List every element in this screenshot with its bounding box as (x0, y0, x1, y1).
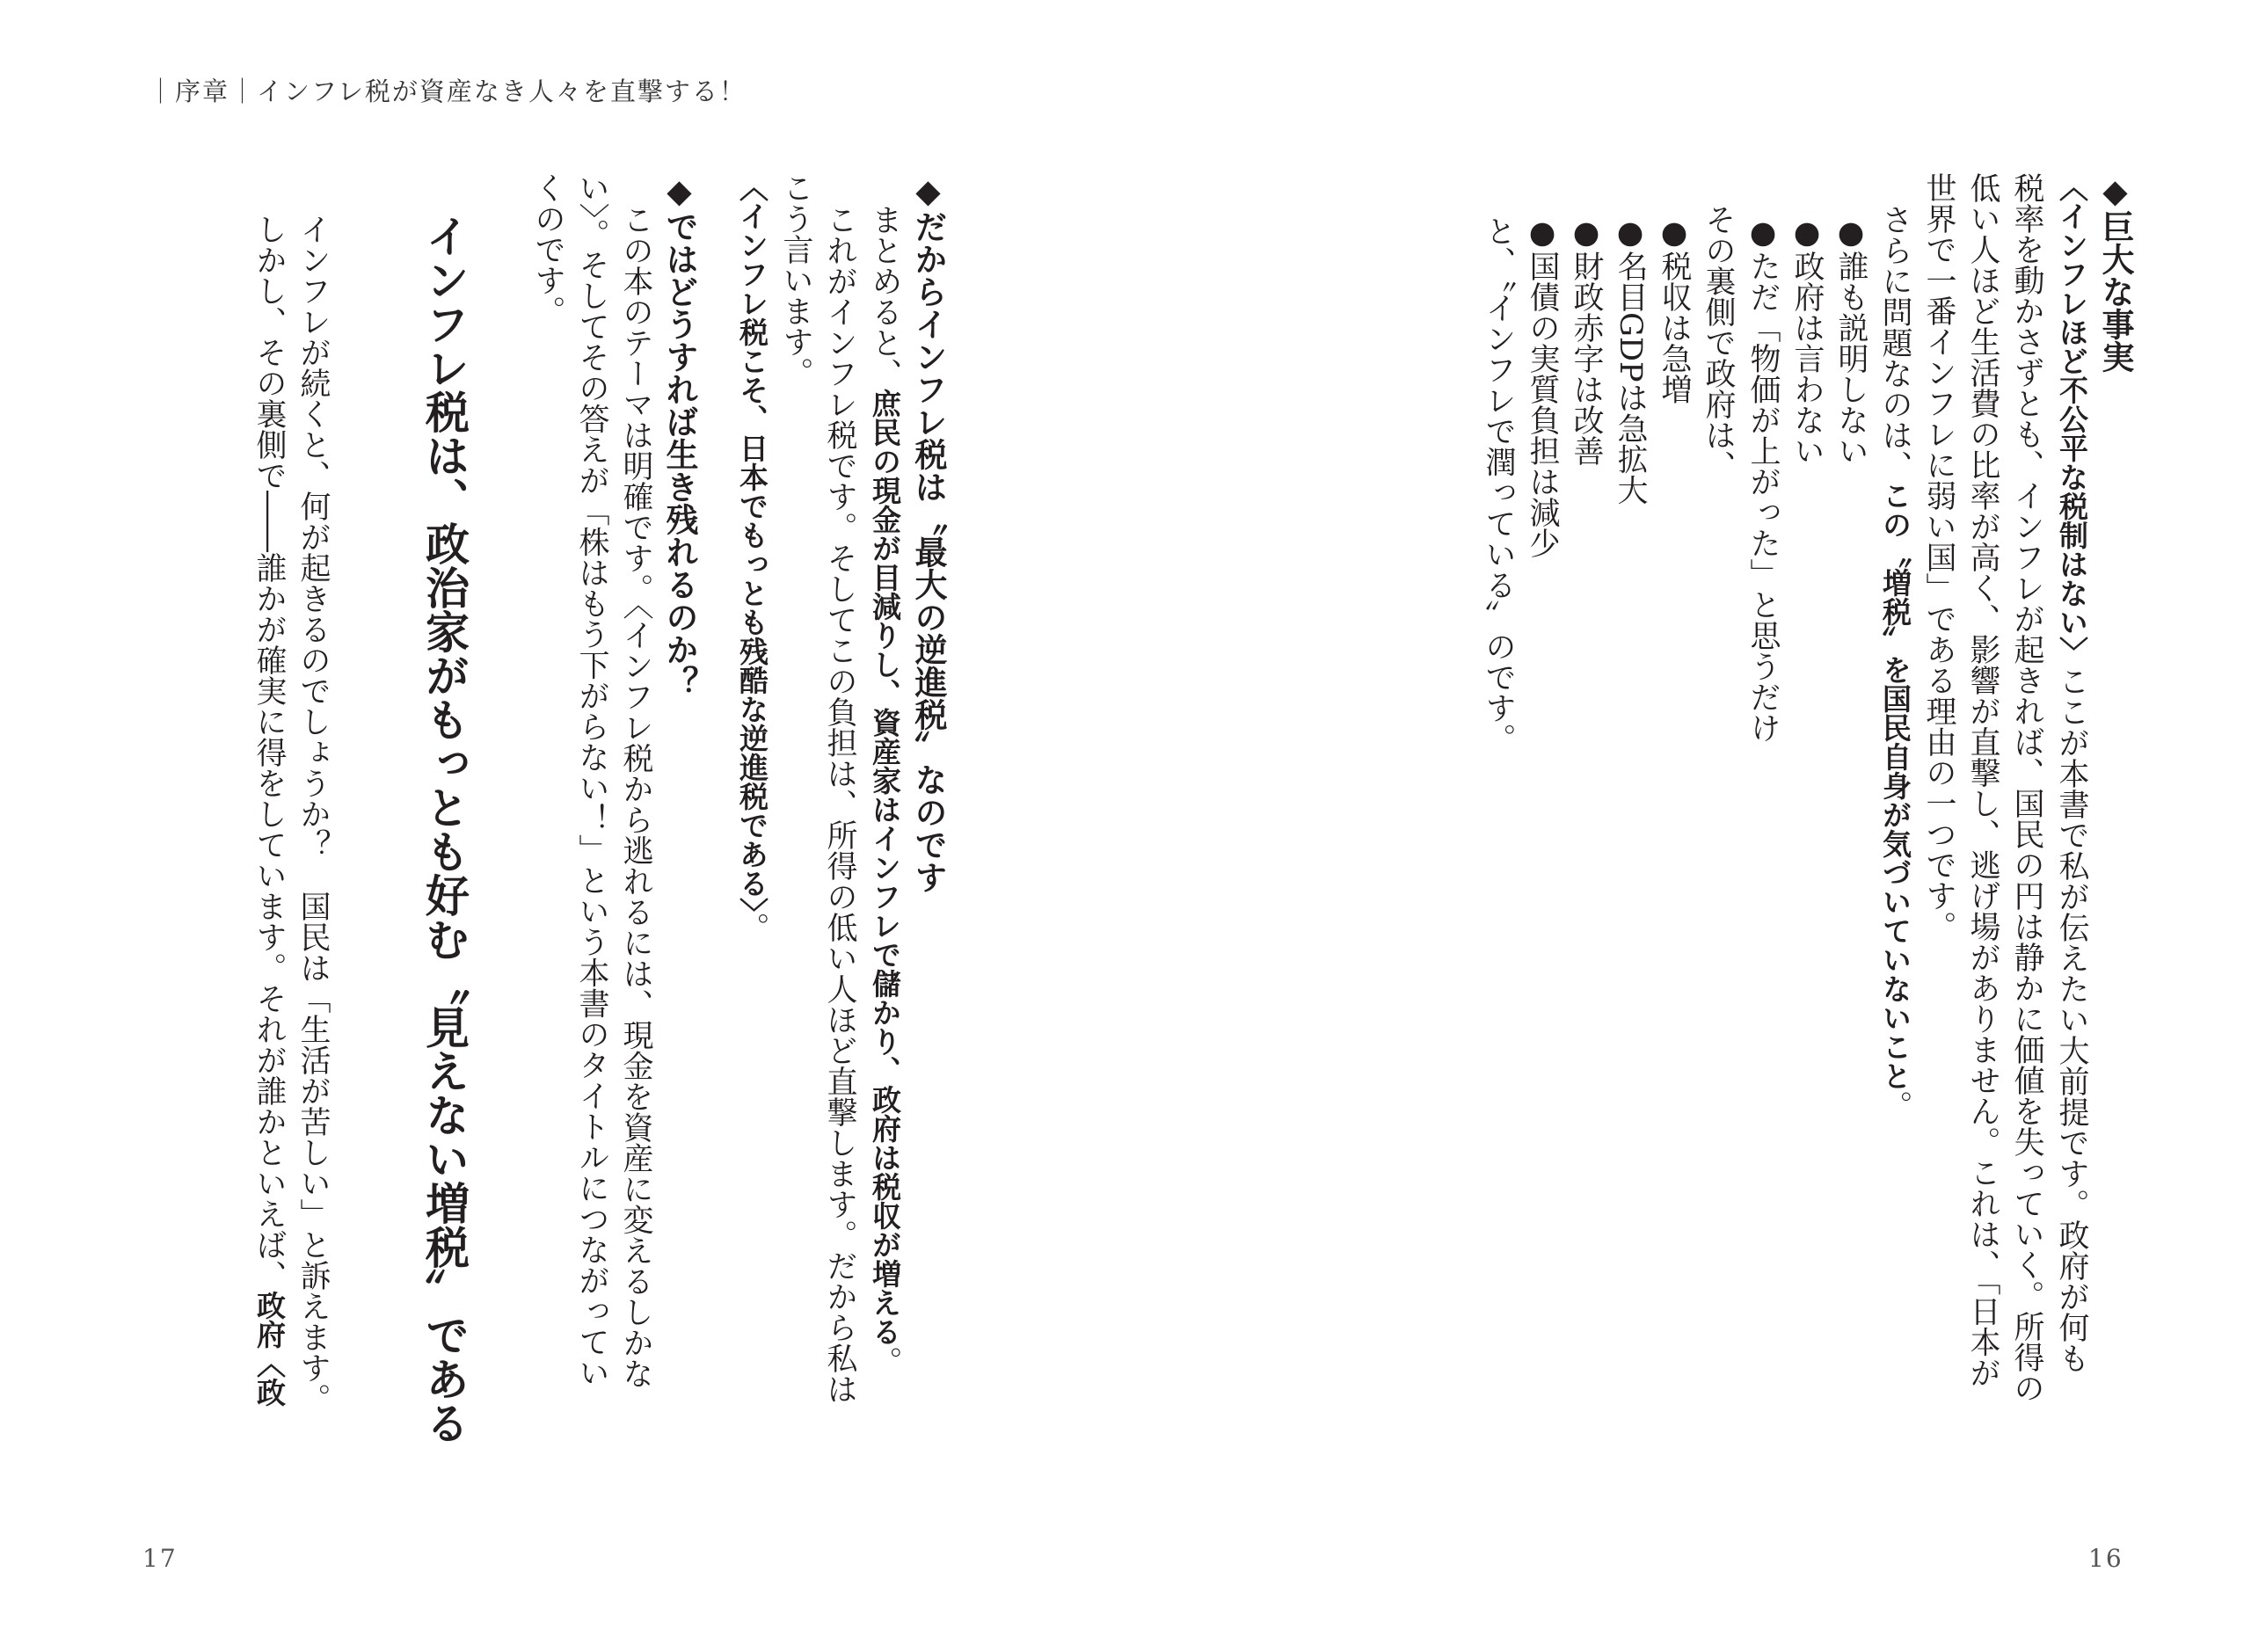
text-column: この本のテーマは明確です。〈インフレ税から逃れるには、現金を資産に変えるしかな (618, 204, 653, 1389)
heading-greatest-regressive-tax: ◆だからインフレ税は〝最大の逆進税〟なのです (909, 172, 947, 893)
text-run: しかし、その裏側で――誰かが確実に得をしています。それが誰かといえば、 (251, 214, 287, 1291)
bullet-item: ●名目GDPは急拡大 (1613, 215, 1648, 506)
bold-phrase: この〝増税〟を国民自身が気づいていないこと (1878, 481, 1912, 1090)
page-16 (1117, 0, 2145, 1652)
text-column (251, 214, 287, 1407)
bold-phrase: 政府〈政 (252, 1291, 287, 1407)
text-column: くのです。 (530, 172, 565, 326)
text-run: 。 (734, 912, 769, 943)
bullet-item: ●ただ「物価が上がった」と思うだけ (1745, 215, 1781, 743)
text-column (2056, 172, 2087, 1373)
text-run: ここが本書で私が伝えたい大前提です。政府が何も (2054, 666, 2089, 1373)
text-column: これがインフレ税です。そしてこの負担は、所得の低い人ほど直撃します。だから私は (822, 204, 857, 1404)
bullet-item: ●税収は急増 (1657, 215, 1692, 404)
text-column: こう言います。 (778, 172, 813, 388)
text-column: 税率を動かさずとも、インフレが起きれば、国民の円は静かに価値を失っていく。所得の (2009, 172, 2044, 1403)
text-column: その裏側で政府は、 (1701, 204, 1736, 481)
page-17 (123, 0, 1002, 1652)
heading-how-to-survive: ◆ではどうすれば生き残れるのか？ (660, 172, 698, 698)
section-title: インフレ税は、政治家がもっとも好む〝見えない増税〟である (419, 214, 470, 1445)
heading-huge-fact: ◆巨大な事実 (2096, 172, 2134, 373)
page-number-left: 17 (142, 1544, 178, 1573)
text-column: と、〝インフレで潤っている〟のです。 (1481, 215, 1516, 754)
text-column (869, 204, 900, 1377)
text-run: 。 (867, 1346, 902, 1377)
bold-phrase: 庶民の現金が目減りし、資産家はインフレで儲かり、政府は税収が増える (868, 389, 902, 1346)
bold-phrase: 〈インフレほど不公平な税制はない〉 (2055, 172, 2089, 666)
text-column: インフレが続くと、何が起きるのでしょうか？ 国民は「生活が苦しい」と訴えます。 (295, 214, 331, 1414)
bullet-item: ●誰も説明しない (1833, 215, 1869, 466)
text-run: 。 (1877, 1090, 1912, 1121)
text-column (1879, 204, 1910, 1121)
bullet-item: ●財政赤字は改善 (1569, 215, 1604, 466)
text-column (736, 172, 767, 943)
text-column: い〉。そしてその答えが「株はもう下がらない！」という本書のタイトルにつながってい (574, 172, 609, 1388)
bullet-item: ●国債の実質負担は減少 (1525, 215, 1560, 558)
page-number-right: 16 (2088, 1544, 2124, 1573)
text-column: 低い人ほど生活費の比率が高く、影響が直撃し、逃げ場がありません。これは、「日本が (1965, 172, 2000, 1388)
text-run: まとめると、 (867, 204, 902, 389)
running-head: ｜序章｜インフレ税が資産なき人々を直撃する！ (148, 76, 747, 106)
bold-phrase: 〈インフレ税こそ、日本でもっとも残酷な逆進税である〉 (735, 172, 769, 913)
text-column: 世界で一番インフレに弱い国」である理由の一つです。 (1921, 172, 1956, 942)
bullet-item: ●政府は言わない (1789, 215, 1825, 466)
text-run: さらに問題なのは、 (1877, 204, 1912, 481)
